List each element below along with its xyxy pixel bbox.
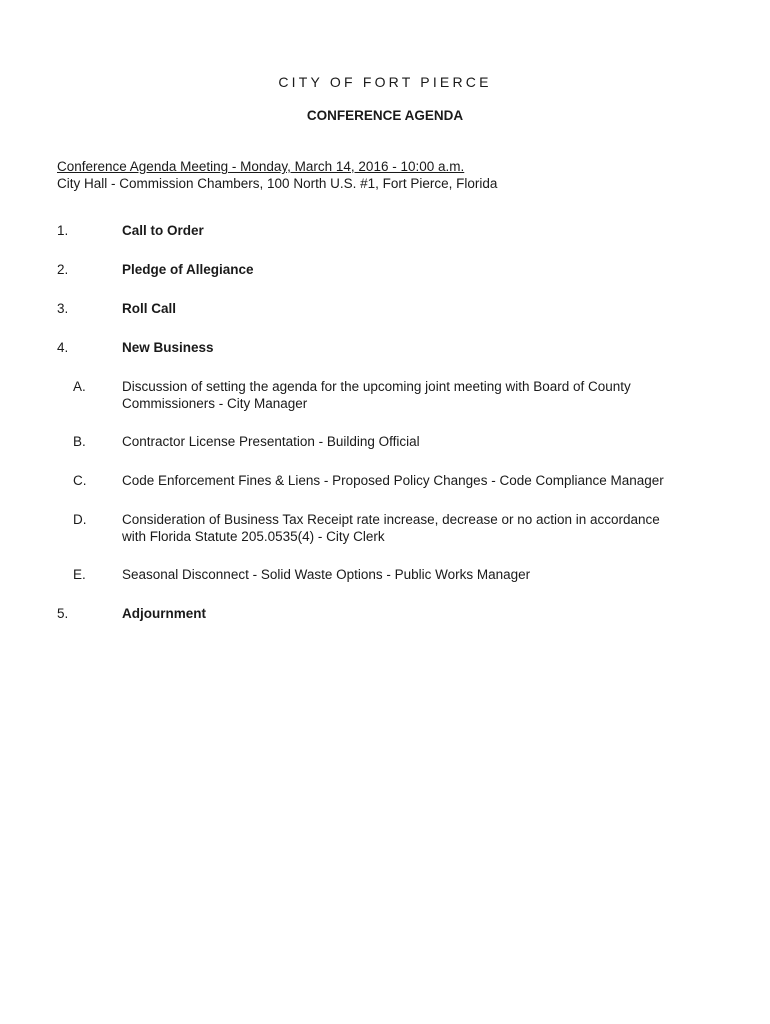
meeting-location-line: City Hall - Commission Chambers, 100 North U.S. #1, Fort Pierce, Florida xyxy=(57,176,498,191)
city-title: CITY OF FORT PIERCE xyxy=(278,74,492,90)
agenda-subitem-text: Contractor License Presentation - Building Official xyxy=(122,434,420,449)
meeting-date-line: Conference Agenda Meeting - Monday, March 14, 2016 - 10:00 a.m. xyxy=(57,159,465,174)
agenda-item-title: Adjournment xyxy=(122,606,206,621)
agenda-item-title: New Business xyxy=(122,340,214,355)
agenda-item-title: Call to Order xyxy=(122,223,204,238)
agenda-subitem-text: Discussion of setting the agenda for the upcoming joint meeting with Board of County Commissioners - City Manager xyxy=(122,379,631,411)
agenda-subitem-text: Code Enforcement Fines & Liens - Proposed Policy Changes - Code Compliance Manager xyxy=(122,473,664,488)
agenda-subitem-text: Seasonal Disconnect - Solid Waste Options - Public Works Manager xyxy=(122,567,531,582)
agenda-item-number: 4. xyxy=(57,340,69,355)
agenda-subitem-letter: A. xyxy=(73,379,86,394)
agenda-item-title: Roll Call xyxy=(122,301,177,316)
agenda-subitem-letter: D. xyxy=(73,512,87,527)
agenda-subitem-letter: B. xyxy=(73,434,86,449)
agenda-item-number: 5. xyxy=(57,606,69,621)
agenda-title: CONFERENCE AGENDA xyxy=(306,108,464,123)
agenda-item-number: 2. xyxy=(57,262,69,277)
agenda-item-number: 1. xyxy=(57,223,69,238)
agenda-subitem-letter: C. xyxy=(73,473,87,488)
agenda-subitem-letter: E. xyxy=(73,567,86,582)
agenda-item-title: Pledge of Allegiance xyxy=(122,262,254,277)
agenda-subitem-text: Consideration of Business Tax Receipt rate increase, decrease or no action in accordance with Florida Statute 205.0535(4) - City Clerk xyxy=(122,512,660,544)
agenda-item-number: 3. xyxy=(57,301,69,316)
